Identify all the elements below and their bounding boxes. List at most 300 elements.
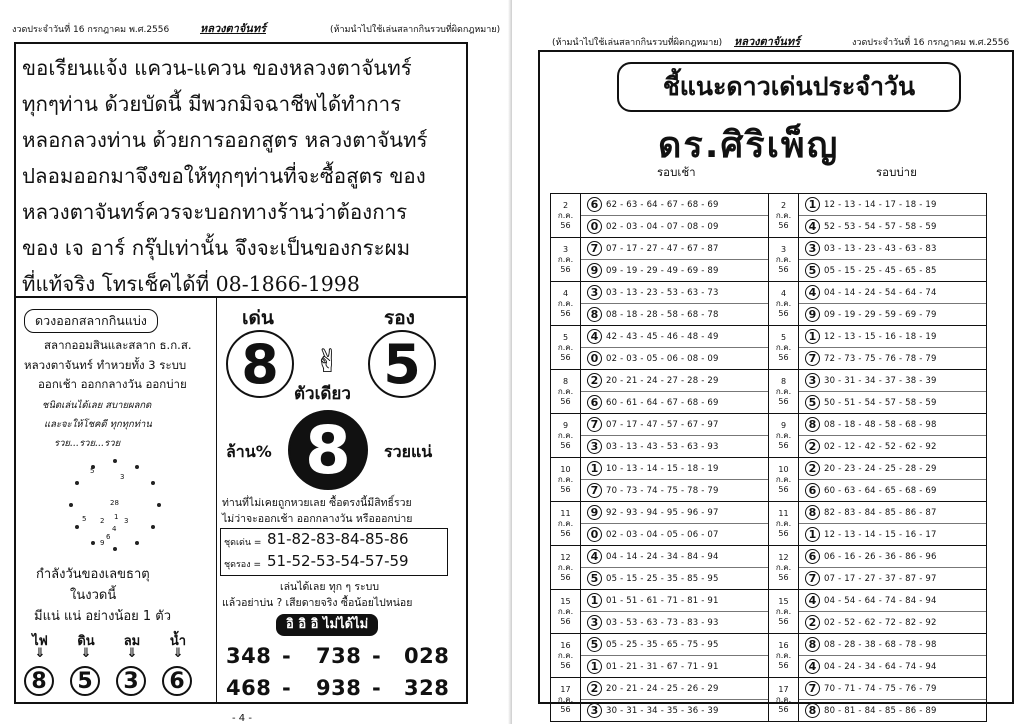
chart-dot	[113, 459, 117, 463]
element-caption-2: ในงวดนี้	[70, 588, 117, 603]
number-sequence: 52 - 53 - 54 - 57 - 58 - 59	[824, 221, 937, 232]
number-sequence: 20 - 21 - 24 - 27 - 28 - 29	[606, 375, 719, 386]
number-sequence: 62 - 63 - 64 - 67 - 68 - 69	[606, 199, 719, 210]
column-divider	[216, 296, 217, 704]
date-cell	[769, 678, 799, 722]
day-number: 3	[562, 244, 569, 254]
month-label: ก.ค.	[557, 254, 574, 264]
lottery-tag: ดวงออกสลากกินแบ่ง	[24, 309, 158, 333]
number-line	[799, 567, 986, 589]
month-label: ก.ค.	[775, 342, 792, 352]
set1-numbers: 81-82-83-84-85-86	[267, 530, 409, 548]
number-line	[581, 502, 768, 523]
chart-dot	[151, 525, 155, 529]
element-name: ลม	[123, 634, 141, 649]
number-line	[581, 391, 768, 413]
date-cell	[551, 326, 581, 370]
page-number: - 4 -	[232, 713, 252, 724]
date-cell	[769, 590, 799, 634]
date-cell	[769, 194, 799, 238]
month-label: ก.ค.	[775, 518, 792, 528]
circled-digit: 2	[805, 439, 820, 454]
number-line	[581, 634, 768, 655]
notice-line: ขอเรียนแจ้ง แควน-แควน ของหลวงตาจันทร์	[22, 56, 412, 80]
table-row	[551, 326, 987, 370]
forecast-table	[550, 193, 987, 722]
number-sequence: 60 - 63 - 64 - 65 - 68 - 69	[824, 485, 937, 496]
circled-digit: 7	[805, 571, 820, 586]
year-label: 56	[778, 440, 789, 450]
month-label: ก.ค.	[557, 650, 574, 660]
circled-digit: 4	[805, 593, 820, 608]
morning-cell	[581, 414, 769, 458]
chart-dot	[91, 541, 95, 545]
circled-digit: 1	[805, 329, 820, 344]
text-line-1: ท่านที่ไม่เคยถูกหวยเลย ซื้อตรงนี้มีสิทธิ์รวย	[222, 497, 412, 509]
circled-digit: 6	[805, 549, 820, 564]
evening-cell	[799, 634, 987, 678]
chart-number: 28	[110, 499, 119, 507]
number-line	[799, 391, 986, 413]
date-cell	[769, 502, 799, 546]
year-label: 56	[560, 264, 571, 274]
number-line	[799, 347, 986, 369]
number-line	[799, 435, 986, 457]
number-line	[581, 194, 768, 215]
number-sequence: 02 - 03 - 05 - 06 - 08 - 09	[606, 353, 719, 364]
element-name: ดิน	[77, 634, 95, 649]
lead-number: 8	[241, 332, 279, 396]
number-line	[799, 611, 986, 633]
lead-number-circle	[226, 330, 294, 398]
evening-cell	[799, 194, 987, 238]
circled-digit: 5	[587, 637, 602, 652]
circled-digit: 3	[587, 285, 602, 300]
day-number: 3	[780, 244, 787, 254]
number-line	[799, 590, 986, 611]
triple-number: 328	[404, 676, 450, 700]
number-sequence: 30 - 31 - 34 - 37 - 38 - 39	[824, 375, 937, 386]
victory-hand-icon: ✌	[314, 342, 341, 380]
chart-number: 6	[106, 533, 111, 541]
month-label: ก.ค.	[775, 210, 792, 220]
table-row	[551, 502, 987, 546]
chart-number: 5	[90, 467, 95, 475]
right-header-title: หลวงตาจันทร์	[734, 35, 800, 48]
number-line	[581, 303, 768, 325]
year-label: 56	[560, 528, 571, 538]
date-cell	[769, 414, 799, 458]
number-line	[581, 699, 768, 721]
table-row	[551, 590, 987, 634]
day-number: 5	[562, 332, 569, 342]
down-arrow-icon: ⇓	[34, 646, 46, 661]
evening-cell	[799, 238, 987, 282]
text-line-2: ไม่ว่าจะออกเช้า ออกกลางวัน หรือออกบ่าย	[222, 513, 413, 525]
circled-digit: 5	[805, 395, 820, 410]
day-number: 2	[562, 200, 569, 210]
day-number: 9	[780, 420, 787, 430]
year-label: 56	[778, 264, 789, 274]
number-line	[799, 479, 986, 501]
left-header-disclaimer: (ห้ามนำไปใช้เล่นสลากกินรวบที่ผิดกฎหมาย)	[330, 25, 501, 35]
date-cell	[769, 326, 799, 370]
day-number: 11	[560, 508, 571, 518]
divider	[14, 296, 468, 298]
number-sequence: 20 - 23 - 24 - 25 - 28 - 29	[824, 463, 937, 474]
circled-digit: 5	[805, 263, 820, 278]
notice-line: ที่แท้จริง โทรเช็คได้ที่ 08-1866-1998	[22, 272, 360, 296]
chart-number: 3	[124, 517, 129, 525]
runner-number: 5	[383, 332, 421, 396]
circled-digit: 3	[587, 439, 602, 454]
evening-cell	[799, 546, 987, 590]
number-sequence: 07 - 17 - 47 - 57 - 67 - 97	[606, 419, 719, 430]
single-number: 8	[305, 411, 351, 489]
number-sequence: 01 - 51 - 61 - 71 - 81 - 91	[606, 595, 719, 606]
number-sequence: 12 - 13 - 14 - 17 - 18 - 19	[824, 199, 937, 210]
number-sequence: 02 - 52 - 62 - 72 - 82 - 92	[824, 617, 937, 628]
page-title: ชี้แนะดาวเด่นประจำวัน	[617, 62, 961, 112]
right-header-date: งวดประจำวันที่ 16 กรกฎาคม พ.ศ.2556	[852, 38, 1010, 48]
table-row	[551, 194, 987, 238]
slogan-line-3: รวย...รวย...รวย	[54, 438, 121, 449]
number-sequence: 08 - 18 - 28 - 58 - 68 - 78	[606, 309, 719, 320]
number-sequence: 70 - 73 - 74 - 75 - 78 - 79	[606, 485, 719, 496]
chart-dot	[75, 481, 79, 485]
author-name: ดร.ศิริเพ็ญ	[658, 125, 840, 166]
triple-number: 938	[316, 676, 362, 700]
triple-number: 348	[226, 644, 272, 668]
slogan-line-1: ชนิดเล่นได้เลย สบายผลกด	[42, 400, 152, 411]
evening-cell	[799, 326, 987, 370]
badge: อิ อิ อิ ไม่ได้ไม่	[276, 614, 378, 636]
year-label: 56	[560, 396, 571, 406]
dash-separator: -	[372, 676, 382, 700]
triple-number: 468	[226, 676, 272, 700]
circled-digit: 1	[805, 197, 820, 212]
element-number: 8	[24, 666, 54, 696]
number-sequence: 02 - 03 - 04 - 07 - 08 - 09	[606, 221, 719, 232]
number-line	[799, 215, 986, 237]
circled-digit: 8	[805, 417, 820, 432]
morning-cell	[581, 238, 769, 282]
down-arrow-icon: ⇓	[80, 646, 92, 661]
circled-digit: 6	[805, 483, 820, 498]
day-number: 15	[560, 596, 571, 606]
circled-digit: 3	[587, 703, 602, 718]
element-name: ไฟ	[32, 634, 48, 649]
year-label: 56	[778, 352, 789, 362]
date-cell	[769, 282, 799, 326]
date-cell	[551, 370, 581, 414]
number-line	[581, 567, 768, 589]
chart-dot	[135, 541, 139, 545]
day-number: 2	[780, 200, 787, 210]
element-number: 3	[116, 666, 146, 696]
number-line	[799, 546, 986, 567]
chart-number: 1	[114, 513, 119, 521]
runner-label: รอง	[384, 307, 415, 329]
year-label: 56	[560, 308, 571, 318]
number-line	[581, 259, 768, 281]
number-line	[799, 458, 986, 479]
notice-line: ปลอมออกมาจึงขอให้ทุกๆท่านที่จะซื้อสูตร ของ	[22, 164, 426, 188]
table-row	[551, 546, 987, 590]
lead-label: เด่น	[242, 307, 274, 329]
circled-digit: 2	[805, 461, 820, 476]
circled-digit: 1	[587, 593, 602, 608]
number-line	[581, 546, 768, 567]
element-caption-1: กำลังวันของเลขธาตุ	[36, 567, 150, 582]
number-line	[799, 303, 986, 325]
header-evening: รอบบ่าย	[876, 165, 917, 179]
circled-digit: 8	[805, 505, 820, 520]
number-line	[799, 326, 986, 347]
number-sequence: 04 - 54 - 64 - 74 - 84 - 94	[824, 595, 937, 606]
month-label: ก.ค.	[557, 430, 574, 440]
date-cell	[551, 678, 581, 722]
number-sequence: 92 - 93 - 94 - 95 - 96 - 97	[606, 507, 719, 518]
month-label: ก.ค.	[775, 606, 792, 616]
info-line-3: ออกเช้า ออกกลางวัน ออกบ่าย	[38, 377, 187, 391]
notice-line: ของ เจ อาร์ กรุ๊ปเท่านั้น จึงจะเป็นของกระผม	[22, 236, 411, 260]
day-number: 10	[778, 464, 789, 474]
number-sequence: 05 - 15 - 25 - 45 - 65 - 85	[824, 265, 937, 276]
element-caption-3: มีแน่ แน่ อย่างน้อย 1 ตัว	[34, 609, 172, 624]
element-number: 6	[162, 666, 192, 696]
set1-label: ชุดเด่น =	[224, 538, 262, 548]
date-cell	[769, 634, 799, 678]
number-line	[581, 458, 768, 479]
circled-digit: 4	[805, 219, 820, 234]
left-slogan: ล้าน%	[226, 442, 272, 461]
morning-cell	[581, 502, 769, 546]
month-label: ก.ค.	[557, 342, 574, 352]
month-label: ก.ค.	[775, 254, 792, 264]
circled-digit: 2	[587, 373, 602, 388]
number-line	[581, 678, 768, 699]
number-line	[799, 194, 986, 215]
evening-cell	[799, 370, 987, 414]
year-label: 56	[560, 440, 571, 450]
date-cell	[769, 238, 799, 282]
date-cell	[551, 458, 581, 502]
number-line	[581, 435, 768, 457]
info-line-2: หลวงตาจันทร์ ทำหวยทั้ง 3 ระบบ	[24, 358, 187, 372]
year-label: 56	[778, 484, 789, 494]
dash-separator: -	[282, 676, 292, 700]
month-label: ก.ค.	[557, 386, 574, 396]
left-header-date: งวดประจำวันที่ 16 กรกฎาคม พ.ศ.2556	[12, 25, 170, 35]
number-sequence: 42 - 43 - 45 - 46 - 48 - 49	[606, 331, 719, 342]
chart-number: 2	[100, 517, 105, 525]
number-sequence: 20 - 21 - 24 - 25 - 26 - 29	[606, 683, 719, 694]
day-number: 16	[778, 640, 789, 650]
number-sequence: 60 - 61 - 64 - 67 - 68 - 69	[606, 397, 719, 408]
day-number: 9	[562, 420, 569, 430]
table-row	[551, 282, 987, 326]
circled-digit: 3	[805, 373, 820, 388]
year-label: 56	[560, 572, 571, 582]
number-line	[581, 238, 768, 259]
header-morning: รอบเช้า	[657, 165, 696, 179]
table-row	[551, 458, 987, 502]
year-label: 56	[778, 616, 789, 626]
morning-cell	[581, 326, 769, 370]
number-sequence: 02 - 12 - 42 - 52 - 62 - 92	[824, 441, 937, 452]
circled-digit: 7	[587, 417, 602, 432]
morning-cell	[581, 458, 769, 502]
circled-digit: 7	[805, 351, 820, 366]
number-line	[799, 259, 986, 281]
year-label: 56	[560, 660, 571, 670]
month-label: ก.ค.	[557, 518, 574, 528]
chart-number: 5	[82, 515, 87, 523]
notice-line: หลวงตาจันทร์ควรจะบอกทางร้านว่าต้องการ	[22, 200, 408, 224]
circled-digit: 8	[587, 307, 602, 322]
left-page	[0, 0, 512, 724]
day-number: 12	[778, 552, 789, 562]
day-number: 5	[780, 332, 787, 342]
circled-digit: 4	[805, 659, 820, 674]
evening-cell	[799, 678, 987, 722]
year-label: 56	[778, 528, 789, 538]
play-line-2: แล้วอย่าบ่น ? เสียดายจริง ซื้อน้อยไปหน่อย	[222, 597, 413, 609]
number-line	[799, 655, 986, 677]
circled-digit: 3	[587, 615, 602, 630]
circled-digit: 1	[587, 461, 602, 476]
month-label: ก.ค.	[557, 474, 574, 484]
month-label: ก.ค.	[775, 694, 792, 704]
year-label: 56	[560, 704, 571, 714]
number-line	[581, 590, 768, 611]
year-label: 56	[560, 220, 571, 230]
date-cell	[551, 282, 581, 326]
play-line-1: เล่นได้เลย ทุก ๆ ระบบ	[280, 581, 380, 593]
year-label: 56	[778, 572, 789, 582]
number-sequence: 12 - 13 - 15 - 16 - 18 - 19	[824, 331, 937, 342]
left-header-title: หลวงตาจันทร์	[200, 22, 266, 35]
evening-cell	[799, 458, 987, 502]
month-label: ก.ค.	[775, 430, 792, 440]
month-label: ก.ค.	[775, 562, 792, 572]
circled-digit: 0	[587, 351, 602, 366]
morning-cell	[581, 590, 769, 634]
circled-digit: 9	[587, 505, 602, 520]
down-arrow-icon: ⇓	[126, 646, 138, 661]
chart-dot	[69, 503, 73, 507]
table-row	[551, 370, 987, 414]
chart-dot	[151, 481, 155, 485]
morning-cell	[581, 634, 769, 678]
chart-number: 9	[100, 539, 105, 547]
number-sequence: 03 - 13 - 43 - 53 - 63 - 93	[606, 441, 719, 452]
day-number: 11	[778, 508, 789, 518]
circled-digit: 6	[587, 197, 602, 212]
date-cell	[551, 546, 581, 590]
circled-digit: 7	[587, 483, 602, 498]
year-label: 56	[778, 308, 789, 318]
month-label: ก.ค.	[557, 298, 574, 308]
triple-number: 738	[316, 644, 362, 668]
number-sequence: 04 - 14 - 24 - 34 - 84 - 94	[606, 551, 719, 562]
circled-digit: 2	[587, 681, 602, 696]
number-sequence: 72 - 73 - 75 - 76 - 78 - 79	[824, 353, 937, 364]
number-sequence: 07 - 17 - 27 - 37 - 87 - 97	[824, 573, 937, 584]
circled-digit: 8	[805, 703, 820, 718]
circled-digit: 9	[587, 263, 602, 278]
day-number: 8	[562, 376, 569, 386]
date-cell	[769, 458, 799, 502]
circled-digit: 0	[587, 219, 602, 234]
number-line	[799, 502, 986, 523]
morning-cell	[581, 194, 769, 238]
down-arrow-icon: ⇓	[172, 646, 184, 661]
table-row	[551, 414, 987, 458]
number-sequence: 04 - 14 - 24 - 54 - 64 - 74	[824, 287, 937, 298]
day-number: 17	[560, 684, 571, 694]
number-line	[581, 479, 768, 501]
month-label: ก.ค.	[557, 694, 574, 704]
notice-line: ทุกๆท่าน ด้วยบัดนี้ มีพวกมิจฉาชีพได้ทำการ	[22, 92, 402, 116]
date-cell	[551, 634, 581, 678]
month-label: ก.ค.	[775, 650, 792, 660]
circled-digit: 4	[587, 329, 602, 344]
day-number: 10	[560, 464, 571, 474]
table-row	[551, 238, 987, 282]
table-row	[551, 634, 987, 678]
year-label: 56	[778, 660, 789, 670]
circled-digit: 9	[805, 307, 820, 322]
number-sequence: 05 - 25 - 35 - 65 - 75 - 95	[606, 639, 719, 650]
number-line	[799, 678, 986, 699]
chart-number: 4	[112, 525, 117, 533]
number-sequence: 09 - 19 - 29 - 59 - 69 - 79	[824, 309, 937, 320]
number-line	[581, 655, 768, 677]
year-label: 56	[560, 352, 571, 362]
number-sequence: 03 - 13 - 23 - 43 - 63 - 83	[824, 243, 937, 254]
chart-dot	[75, 525, 79, 529]
date-cell	[769, 370, 799, 414]
evening-cell	[799, 502, 987, 546]
number-sequence: 09 - 19 - 29 - 49 - 69 - 89	[606, 265, 719, 276]
date-cell	[551, 238, 581, 282]
month-label: ก.ค.	[557, 562, 574, 572]
number-sequence: 70 - 71 - 74 - 75 - 76 - 79	[824, 683, 937, 694]
number-sequence: 30 - 31 - 34 - 35 - 36 - 39	[606, 705, 719, 716]
astrology-dot-chart	[60, 455, 170, 555]
number-sequence: 01 - 21 - 31 - 67 - 71 - 91	[606, 661, 719, 672]
number-set-box	[220, 528, 448, 576]
chart-dot	[113, 547, 117, 551]
right-slogan: รวยแน่	[384, 442, 433, 461]
info-line-1: สลากออมสินและสลาก ธ.ก.ส.	[44, 338, 192, 352]
number-sequence: 04 - 24 - 34 - 64 - 74 - 94	[824, 661, 937, 672]
month-label: ก.ค.	[557, 210, 574, 220]
circled-digit: 7	[587, 241, 602, 256]
number-sequence: 02 - 03 - 04 - 05 - 06 - 07	[606, 529, 719, 540]
number-sequence: 03 - 13 - 23 - 53 - 63 - 73	[606, 287, 719, 298]
number-line	[581, 282, 768, 303]
morning-cell	[581, 282, 769, 326]
year-label: 56	[778, 396, 789, 406]
number-line	[799, 699, 986, 721]
circled-digit: 7	[805, 681, 820, 696]
number-line	[581, 215, 768, 237]
month-label: ก.ค.	[775, 474, 792, 484]
day-number: 8	[780, 376, 787, 386]
